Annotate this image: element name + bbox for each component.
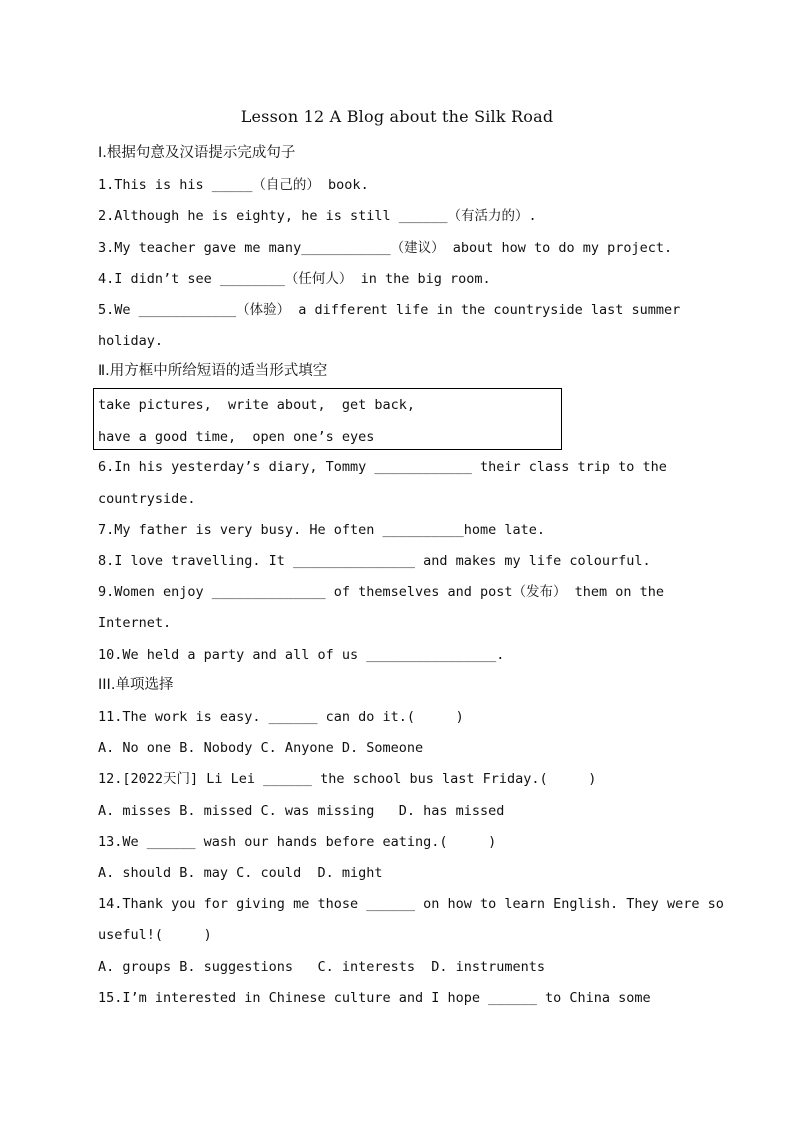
phrase-box: [93, 388, 562, 450]
question-4: 4.I didn’t see ________（任何人） in the big room.: [98, 271, 491, 287]
question-8: 8.I love travelling. It _______________ and makes my life colourful.: [98, 553, 651, 569]
question-1: 1.This is his _____（自己的） book.: [98, 177, 369, 193]
question-5-continued: holiday.: [98, 333, 164, 349]
question-3: 3.My teacher gave me many___________（建议） about how to do my project.: [98, 240, 673, 256]
question-14-continued: useful!( ): [98, 927, 212, 943]
question-2: 2.Although he is eighty, he is still ______（有活力的）.: [98, 208, 537, 224]
question-13: 13.We ______ wash our hands before eating.( ): [98, 834, 497, 850]
question-6-continued: countryside.: [98, 491, 196, 507]
question-6: 6.In his yesterday’s diary, Tommy ____________ their class trip to the: [98, 459, 667, 475]
question-9-continued: Internet.: [98, 615, 172, 631]
question-7: 7.My father is very busy. He often __________home late.: [98, 522, 546, 538]
question-10: 10.We held a party and all of us ________________.: [98, 647, 505, 663]
phrase-box-line-2: have a good time, open one’s eyes: [98, 429, 375, 445]
question-11-options: A. No one B. Nobody C. Anyone D. Someone: [98, 740, 424, 756]
section-2-heading: Ⅱ.用方框中所给短语的适当形式填空: [98, 363, 328, 379]
question-13-options: A. should B. may C. could D. might: [98, 865, 383, 881]
question-12-options: A. misses B. missed C. was missing D. has missed: [98, 803, 505, 819]
question-15: 15.I’m interested in Chinese culture and I hope ______ to China some: [98, 990, 651, 1006]
page-title: Lesson 12 A Blog about the Silk Road: [240, 107, 554, 126]
question-14-options: A. groups B. suggestions C. interests D. instruments: [98, 959, 546, 975]
question-5: 5.We ____________（体验） a different life in the countryside last summer: [98, 302, 681, 318]
question-12: 12.[2022天门] Li Lei ______ the school bus last Friday.( ): [98, 771, 597, 787]
question-14: 14.Thank you for giving me those ______ on how to learn English. They were so: [98, 896, 724, 912]
section-3-heading: III.单项选择: [98, 677, 174, 693]
question-11: 11.The work is easy. ______ can do it.( ): [98, 709, 464, 725]
question-9: 9.Women enjoy ______________ of themselves and post（发布） them on the: [98, 584, 665, 600]
section-1-heading: Ⅰ.根据句意及汉语提示完成句子: [98, 145, 296, 161]
phrase-box-line-1: take pictures, write about, get back,: [98, 397, 415, 413]
